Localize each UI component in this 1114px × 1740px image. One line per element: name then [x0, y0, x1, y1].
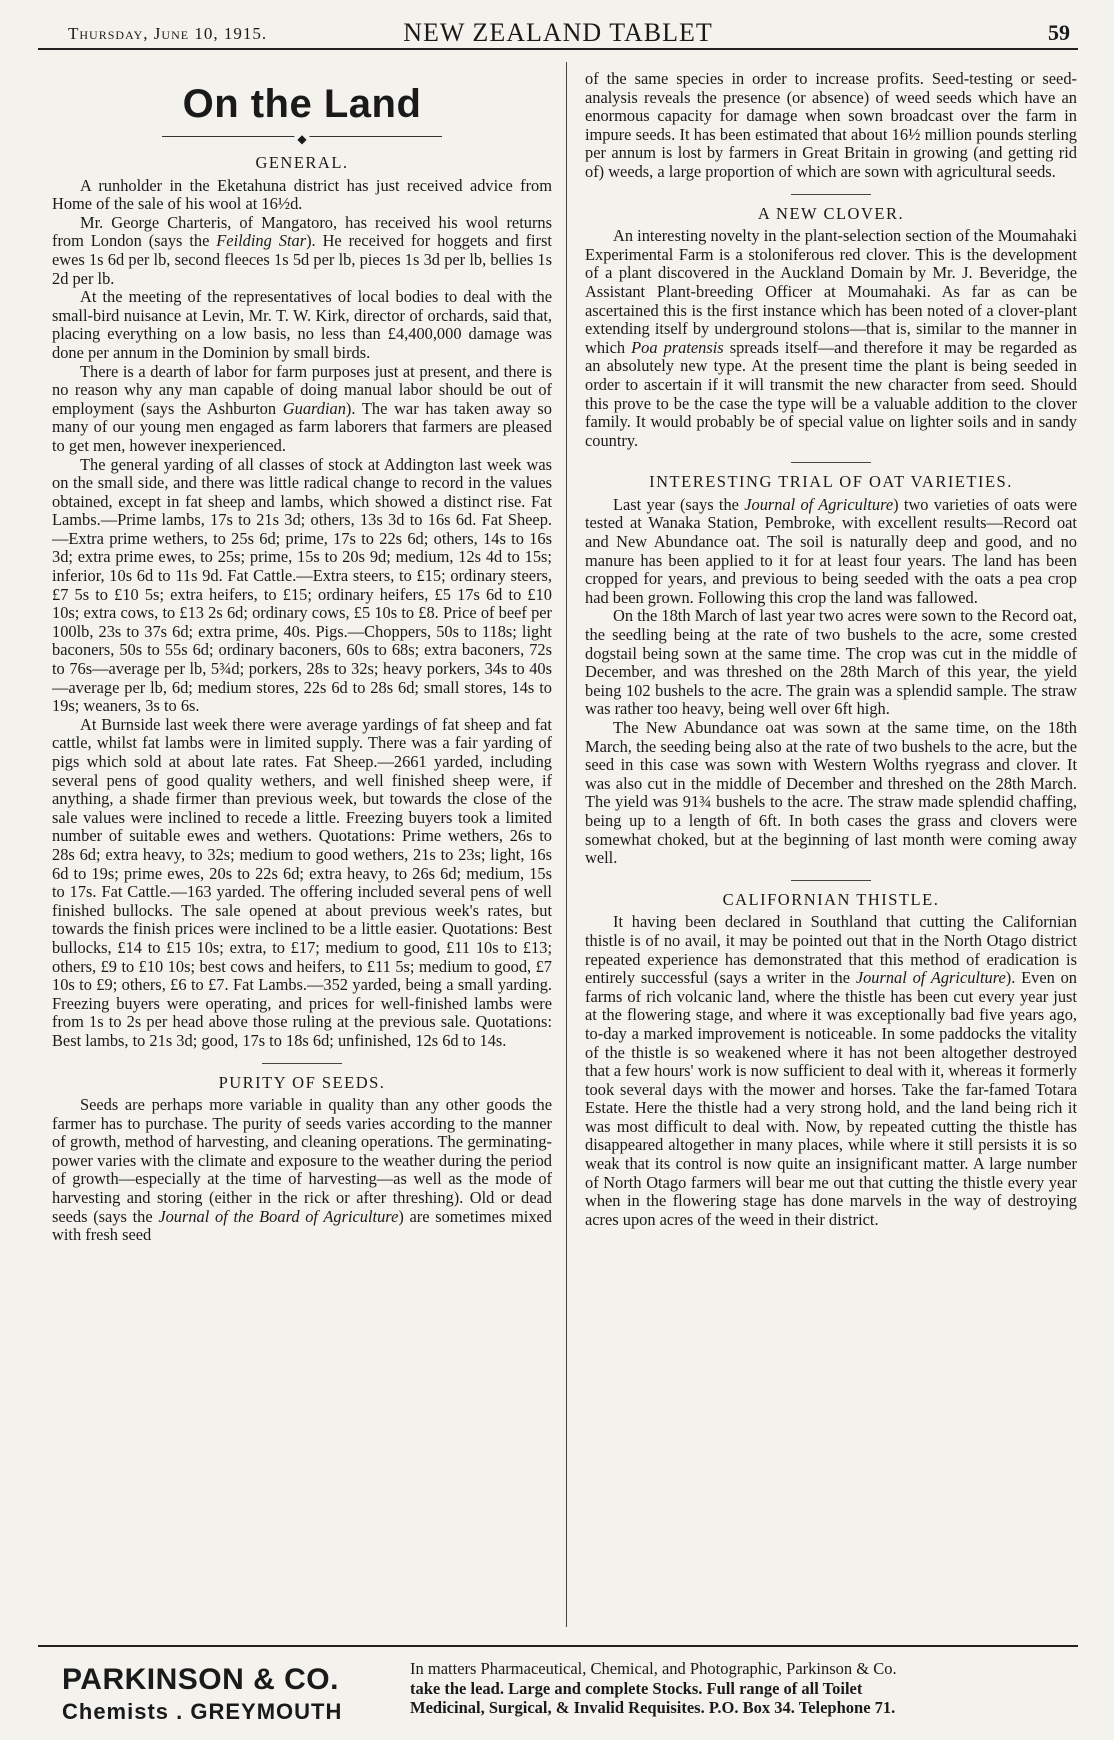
article-paragraph: A runholder in the Eketahuna district has just received advice from Home of the sale of his wool at 16½d.	[52, 175, 552, 214]
advertisement-banner	[38, 1645, 1078, 1732]
left-column	[52, 70, 552, 1245]
section-rule	[791, 880, 871, 881]
heading-purity-of-seeds: PURITY OF SEEDS.	[218, 1072, 386, 1092]
section-rule	[262, 1063, 342, 1064]
article-paragraph: Seeds are perhaps more variable in quality than any other goods the farmer has to purchase. The purity of seeds varies according to the manner of growth, method of harvesting, and cleaning operations. The germinating-power varies with the climate and exposure to the weather during the period of growth—especially at the time of harvesting—as well as the mode of harvesting and storing (either in the rick or after threshing). Old or dead seeds (says the Journal of the Board of Agriculture) are sometimes mixed with fresh seed	[52, 1095, 552, 1245]
heading-general: GENERAL.	[255, 153, 349, 172]
paper-title: NEW ZEALAND TABLET	[403, 18, 713, 47]
article-paragraph: At Burnside last week there were average yardings of fat sheep and fat cattle, whilst fat lambs were in limited supply. There was a fair yarding of pigs which sold at about late rates. Fat Sheep.—2661 yarded, including several pens of good quality wethers, and well finished sheep were, if anything, a shade firmer than previous week, but towards the close of the sale values were inclined to recede a little. Freezing buyers took a limited number of suitable ewes and wethers. Quotations: Prime wethers, 26s to 28s 6d; extra heavy, to 32s; medium to good wethers, 21s to 23s; light, 16s 6d to 19s; prime ewes, 20s to 22s 6d; extra heavy, to 26s 6d; medium, 15s to 17s. Fat Cattle.—163 yarded. The offering included several pens of well finished bullocks. The sale opened at about previous week's rates, but towards the finish prices were inclined to be a little easier. Quotations: Best bullocks, £14 to £15 10s; extra, to £17; medium to good, £11 10s to £13; others, £9 to £10 10s; best cows and heifers, to £11 5s; medium to good, £7 10s to £9; others, £6 to £7. Fat Lambs.—352 yarded, being a small yarding. Freezing buyers were operating, and prices for well-finished lambs were from 1s to 2s per head above those ruling at the previous sale. Quotations: Best lambs, to 21s 3d; good, 17s to 18s 6d; unfinished, 12s 6d to 14s.	[52, 714, 552, 1050]
ad-line: take the lead. Large and complete Stocks. Full range of all Toilet	[410, 1678, 863, 1698]
column-divider	[566, 62, 567, 1627]
ad-line: Medicinal, Surgical, & Invalid Requisites. P.O. Box 34. Telephone 71.	[410, 1698, 896, 1717]
diamond-icon: ◆	[294, 130, 309, 149]
article-paragraph: On the 18th March of last year two acres were sown to the Record oat, the seedling being at the rate of two bushels to the acre, some crested dogstail being sown at the same time. The crop was cut in the middle of December, and was threshed on the 28th March of this year, the yield being 102 bushels to the acre. The grain was a splendid sample. The straw was rather too heavy, being well over 6ft high.	[585, 606, 1077, 719]
section-title: On the Land	[182, 82, 422, 126]
article-paragraph: It having been declared in Southland that cutting the Californian thistle is of no avail, it may be pointed out that in the North Otago district repeated experience has demonstrated that this method of eradication is entirely successful (says a writer in the Journal of Agriculture). Even on farms of rich volcanic land, where the thistle has been cut every year just at the flowering stage, and where it was exceptionally bad five years ago, to-day a marked improvement is noticeable. In some paddocks the vitality of the thistle is so weakened where it has not been altogether destroyed that a few hours' work is now sufficient to deal with it, whereas it formerly took several days with the mower and horses. Take the far-famed Totara Estate. Here the thistle had a very strong hold, and the land being rich it was most difficult to deal with. Now, by repeated cutting the thistle has disappeared altogether in many places, while where it still persists it is so weak that its control is now quite an insignificant matter. A large number of North Otago farmers will bear me out that cutting the thistle every year when in the flowering stage has done marvels in the way of destroying acres upon acres of the weed in their district.	[585, 912, 1077, 1229]
article-paragraph: of the same species in order to increase profits. Seed-testing or seed-analysis reveals the presence (or absence) of weed seeds which have an enormous capacity for damage when sown broadcast over the farm in impure seeds. It has been estimated that about 16½ million pounds sterling per annum is lost by farmers in Great Britain in growing (and getting rid of) weeds, a large proportion of which are sown with agricultural seeds.	[585, 69, 1077, 181]
heading-new-clover: A NEW CLOVER.	[757, 203, 905, 223]
article-paragraph: An interesting novelty in the plant-selection section of the Moumahaki Experimental Farm is a stoloniferous red clover. This is the development of a plant discovered in the Auckland Domain by Mr. J. Beveridge, the Assistant Plant-breeding Officer at Moumahaki. As far as can be ascertained this is the first instance which has been noted of a clover-plant extending itself by underground stolons—that is, similar to the manner in which Poa pratensis spreads itself—and therefore it may be regarded as an absolutely new type. At the present time the plant is being seeded in order to ascertain if it will transmit the new character from seed. Should this prove to be the case the type will be a valuable addition to the clover family. It would probably be of special value on lighter soils and in sandy country.	[585, 226, 1077, 450]
heading-oat-varieties: INTERESTING TRIAL OF OAT VARIETIES.	[649, 472, 1013, 492]
article-paragraph: At the meeting of the representatives of local bodies to deal with the small-bird nuisance at Levin, Mr. T. W. Kirk, director of orchards, said that, placing everything on a low basis, no less than £4,400,000 damage was done per annum in the Dominion by small birds.	[52, 287, 552, 362]
right-column	[585, 70, 1077, 1229]
advertiser-subtitle: Chemists . GREYMOUTH	[62, 1699, 343, 1724]
article-paragraph: Last year (says the Journal of Agriculture) two varieties of oats were tested at Wanaka Station, Pembroke, with excellent results—Record oat and New Abundance oat. The soil is naturally deep and good, and no manure has been applied to it for at least four years. The land has been cropped for years, and previous to being seeded with the oats a pea crop had been grown. Following this crop the land was fallowed.	[585, 494, 1077, 607]
advertiser-name: PARKINSON & CO.	[62, 1663, 339, 1696]
advertisement-text	[410, 1659, 1070, 1718]
masthead	[38, 14, 1078, 50]
section-rule	[791, 194, 871, 195]
article-paragraph: The New Abundance oat was sown at the same time, on the 18th March, the seeding being also at the rate of two bushels to the acre, but the seed in this case was sown with Western Wolths ryegrass and clover. It was also cut in the middle of December and threshed on the 28th March. The yield was 91¾ bushels to the acre. The straw made splendid chaffing, being up to a length of 6ft. In both cases the grass and clovers were somewhat choked, but at the beginning of last month were coming away well.	[585, 718, 1077, 868]
issue-date: Thursday, June 10, 1915.	[68, 24, 268, 43]
section-rule	[791, 462, 871, 463]
article-paragraph: The general yarding of all classes of stock at Addington last week was on the small side, and there was little radical change to record in the values obtained, except in fat sheep and lambs, which showed a distinct rise. Fat Lambs.—Prime lambs, 17s to 21s 3d; others, 13s 3d to 16s 6d. Fat Sheep.—Extra prime wethers, to 25s 6d; prime, 17s to 22s 6d; others, 14s to 16s 3d; extra prime ewes, to 25s; prime, 15s to 20s 9d; medium, 12s 4d to 15s; inferior, 10s 6d to 11s 9d. Fat Cattle.—Extra steers, to £15; ordinary steers, £7 5s to £10 5s; extra heifers, to £15; ordinary heifers, £5 17s 6d to £10 10s; extra cows, to £13 2s 6d; ordinary cows, £5 10s to £8. Price of beef per 100lb, 23s to 37s 6d; extra prime, 40s. Pigs.—Choppers, 50s to 118s; light baconers, 50s to 55s 6d; ordinary baconers, 60s to 68s; extra baconers, 72s to 76s—average per lb, 5¾d; porkers, 28s to 32s; heavy porkers, 34s to 40s—average per lb, 6d; medium stores, 22s 6d to 28s 6d; small stores, 14s to 19s; weaners, 3s to 6s.	[52, 454, 552, 716]
title-ornament	[52, 130, 552, 144]
page-number: 59	[1048, 20, 1070, 45]
article-paragraph: Mr. George Charteris, of Mangatoro, has received his wool returns from London (says the Feilding Star). He received for hoggets and first ewes 1s 6d per lb, second fleeces 1s 5d per lb, pieces 1s 3d per lb, bellies 1s 2d per lb.	[52, 212, 552, 288]
ad-line: In matters Pharmaceutical, Chemical, and Photographic, Parkinson & Co.	[410, 1659, 897, 1678]
article-paragraph: There is a dearth of labor for farm purposes just at present, and there is no reason why any man capable of doing manual labor should be out of employment (says the Ashburton Guardian). The war has taken away so many of our young men engaged as farm laborers that farmers are pleased to get men, however inexperienced.	[52, 361, 552, 455]
heading-californian-thistle: CALIFORNIAN THISTLE.	[722, 889, 940, 909]
